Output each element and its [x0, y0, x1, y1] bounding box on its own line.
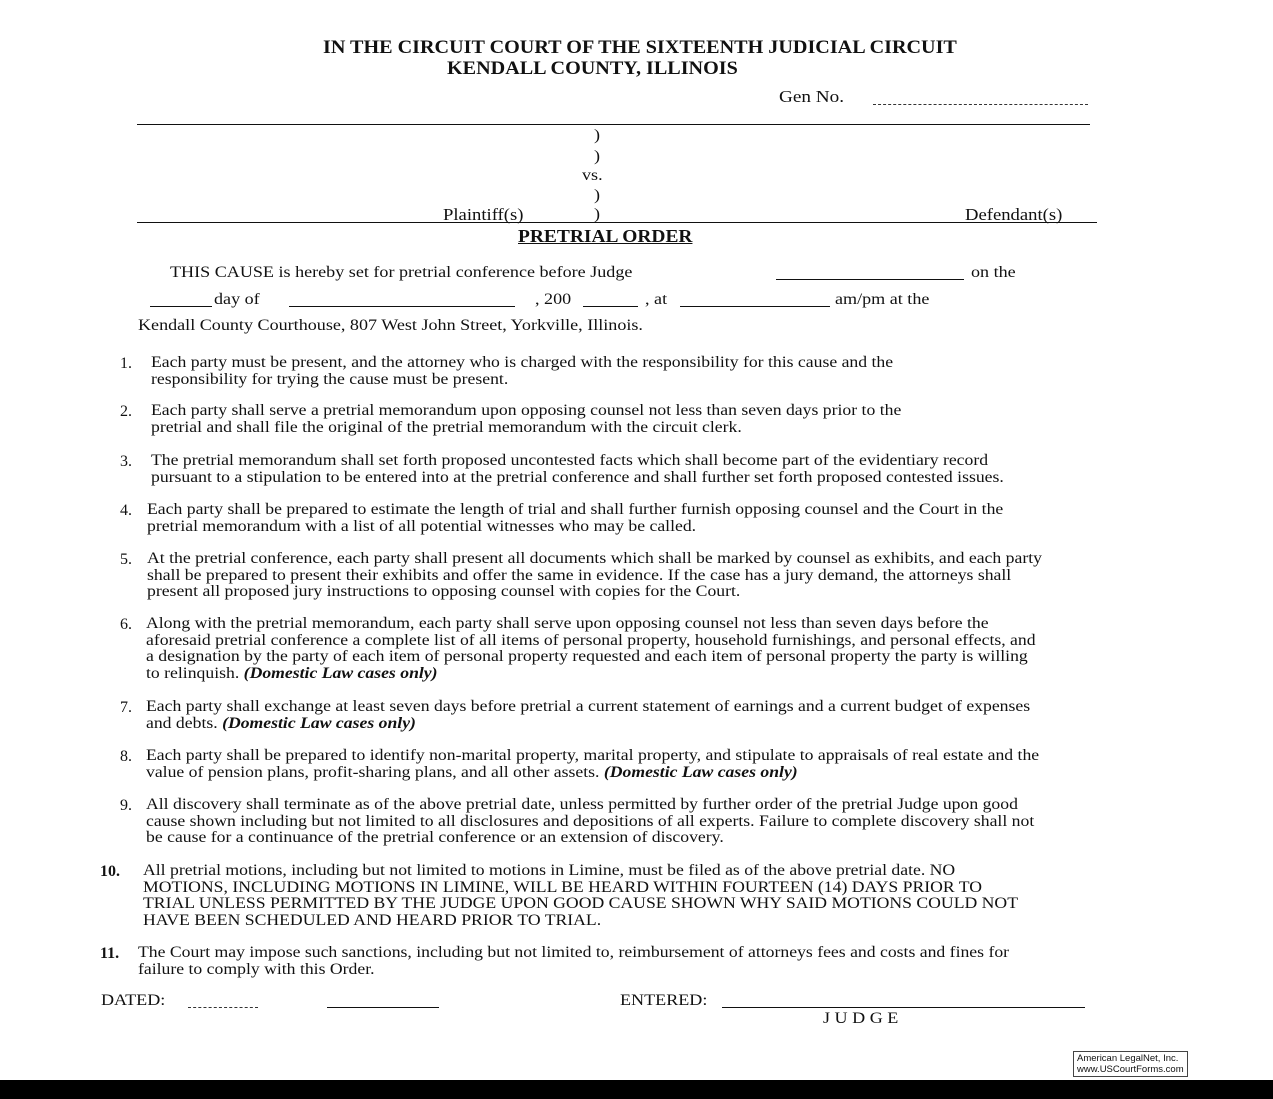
item-text: HAVE BEEN SCHEDULED AND HEARD PRIOR TO TRIAL. — [143, 911, 602, 929]
item-text-line — [151, 453, 988, 470]
document-title: PRETRIAL ORDER — [518, 226, 693, 246]
item-text: MOTIONS, INCLUDING MOTIONS IN LIMINE, WILL BE HEARD WITHIN FOURTEEN (14) DAYS PRIOR TO — [143, 878, 983, 896]
item-number: 11. — [100, 945, 120, 962]
entered-label: ENTERED: — [620, 992, 708, 1009]
item-text: The pretrial memorandum shall set forth proposed uncontested facts which shall become part of the evidentiary record — [151, 452, 989, 469]
item-text-line — [151, 403, 901, 420]
dated-field-year[interactable] — [327, 1007, 439, 1008]
intro-text: day of — [214, 291, 260, 308]
item-text: At the pretrial conference, each party shall present all documents which shall be marked by counsel as exhibits, and each party — [147, 550, 1042, 567]
stamp-website: www.USCourtForms.com — [1077, 1064, 1184, 1075]
stamp-company: American LegalNet, Inc. — [1077, 1053, 1179, 1064]
item-text-line — [146, 649, 1028, 666]
item-text-line — [147, 584, 740, 601]
item-text-line — [146, 765, 798, 782]
item-text-line — [143, 880, 982, 897]
item-text: pursuant to a stipulation to be entered into at the pretrial conference and shall further set forth proposed contested issues. — [151, 468, 1004, 486]
item-text: cause shown including but not limited to all disclosures and depositions of all experts. Failure to complete discovery shall not — [146, 812, 1035, 830]
item-text-line — [151, 372, 508, 389]
judge-signature-line[interactable] — [722, 1007, 1085, 1008]
caption-paren: ) — [594, 148, 601, 165]
item-text: be cause for a continuance of the pretrial conference or an extension of discovery. — [146, 829, 724, 846]
courthouse-address: Kendall County Courthouse, 807 West John Street, Yorkville, Illinois. — [138, 317, 643, 334]
domestic-law-note: (Domestic Law cases only) — [222, 714, 416, 732]
vs-label: vs. — [582, 167, 603, 184]
time-field[interactable] — [680, 306, 830, 307]
month-field[interactable] — [289, 306, 515, 307]
domestic-law-note: (Domestic Law cases only) — [243, 664, 438, 682]
item-text-line — [151, 420, 742, 437]
caption-paren: ) — [594, 127, 601, 144]
defendant-label: Defendant(s) — [965, 205, 1063, 224]
intro-text: , 200 — [535, 291, 572, 308]
judge-label: J U D G E — [823, 1010, 899, 1027]
item-text-line — [143, 896, 1018, 913]
item-number: 7. — [120, 699, 132, 716]
item-text: All pretrial motions, including but not limited to motions in Limine, must be filed as of the above pretrial date. NO — [143, 862, 956, 879]
item-text-line — [146, 814, 1034, 831]
item-text: aforesaid pretrial conference a complete list of all items of personal property, household furnishings, and personal effects, and — [146, 631, 1036, 649]
scan-edge — [0, 1080, 1273, 1099]
item-text: pretrial and shall file the original of the pretrial memorandum with the circuit clerk. — [151, 418, 742, 436]
item-text-line — [138, 945, 1009, 962]
item-text-line — [147, 568, 1011, 585]
year-field[interactable] — [583, 306, 638, 307]
item-text: present all proposed jury instructions to opposing counsel with copies for the Court. — [147, 583, 741, 600]
item-text: All discovery shall terminate as of the above pretrial date, unless permitted by further order of the pretrial Judge upon good — [146, 796, 1018, 813]
item-text: Each party shall be prepared to identify non-marital property, marital property, and stipulate to appraisals of real estate and the — [146, 747, 1040, 764]
dated-field[interactable] — [188, 1007, 258, 1008]
item-number: 6. — [120, 616, 132, 633]
item-text: failure to comply with this Order. — [138, 960, 375, 978]
item-text-line — [146, 716, 416, 733]
item-text: pretrial memorandum with a list of all potential witnesses who may be called. — [147, 517, 697, 535]
item-text-line — [147, 551, 1042, 568]
day-field[interactable] — [150, 306, 212, 307]
item-text-line — [146, 666, 438, 683]
item-number: 3. — [120, 453, 132, 470]
caption-top-line — [137, 124, 1090, 125]
item-number: 4. — [120, 502, 132, 519]
publisher-stamp — [1073, 1051, 1188, 1077]
intro-text: , at — [645, 291, 668, 308]
dated-label: DATED: — [101, 992, 166, 1009]
item-text-line — [146, 699, 1030, 716]
item-text-line — [151, 355, 893, 372]
item-text-line — [146, 616, 989, 633]
plaintiff-label: Plaintiff(s) — [443, 205, 524, 224]
caption-paren: ) — [594, 206, 601, 223]
item-text: Each party shall exchange at least seven days before pretrial a current statement of earnings and a current budget of expenses — [146, 698, 1031, 715]
item-number: 10. — [100, 863, 120, 880]
domestic-law-note: (Domestic Law cases only) — [603, 763, 798, 781]
court-heading: IN THE CIRCUIT COURT OF THE SIXTEENTH JUDICIAL CIRCUIT — [323, 37, 957, 58]
item-text-line — [138, 962, 375, 979]
item-text: shall be prepared to present their exhibits and offer the same in evidence. If the case has a jury demand, the attorneys shall — [147, 566, 1012, 584]
county-heading: KENDALL COUNTY, ILLINOIS — [447, 58, 738, 79]
item-number: 2. — [120, 403, 132, 420]
item-text-line — [146, 797, 1018, 814]
item-text-line — [143, 913, 601, 930]
item-text-line — [146, 748, 1039, 765]
item-text-line — [147, 519, 696, 536]
intro-text: am/pm at the — [835, 291, 930, 308]
caption-bottom-line — [137, 222, 1097, 223]
item-text: a designation by the party of each item of personal property requested and each item of personal property the party is willing — [146, 648, 1028, 665]
item-number: 9. — [120, 797, 132, 814]
item-text-line — [146, 830, 724, 847]
item-number: 5. — [120, 551, 132, 568]
item-text: The Court may impose such sanctions, including but not limited to, reimbursement of attorneys fees and costs and fines for — [138, 944, 1010, 961]
intro-text: THIS CAUSE is hereby set for pretrial conference before Judge — [170, 264, 633, 281]
caption-paren: ) — [594, 187, 601, 204]
item-number: 8. — [120, 748, 132, 765]
judge-name-field[interactable] — [776, 279, 964, 280]
item-text: Each party shall serve a pretrial memorandum upon opposing counsel not less than seven days prior to the — [151, 402, 902, 419]
item-text-line — [151, 470, 1004, 487]
intro-text: on the — [971, 264, 1016, 281]
gen-no-label: Gen No. — [779, 87, 845, 106]
item-text: to relinquish. — [146, 664, 240, 682]
item-text-line — [147, 502, 1003, 519]
item-text: Each party shall be prepared to estimate the length of trial and shall further furnish opposing counsel and the Court in the — [147, 501, 1004, 518]
item-text-line — [146, 633, 1036, 650]
item-number: 1. — [120, 355, 132, 372]
item-text: Each party must be present, and the attorney who is charged with the responsibility for this cause and the — [151, 354, 894, 371]
item-text: responsibility for trying the cause must be present. — [151, 370, 509, 388]
gen-no-field[interactable] — [873, 104, 1088, 105]
item-text: value of pension plans, profit-sharing plans, and all other assets. — [146, 763, 600, 781]
item-text-line — [143, 863, 955, 880]
item-text: TRIAL UNLESS PERMITTED BY THE JUDGE UPON GOOD CAUSE SHOWN WHY SAID MOTIONS COULD NOT — [143, 895, 1018, 912]
item-text: Along with the pretrial memorandum, each party shall serve upon opposing counsel not less than seven days before the — [146, 615, 989, 632]
item-text: and debts. — [146, 714, 218, 732]
